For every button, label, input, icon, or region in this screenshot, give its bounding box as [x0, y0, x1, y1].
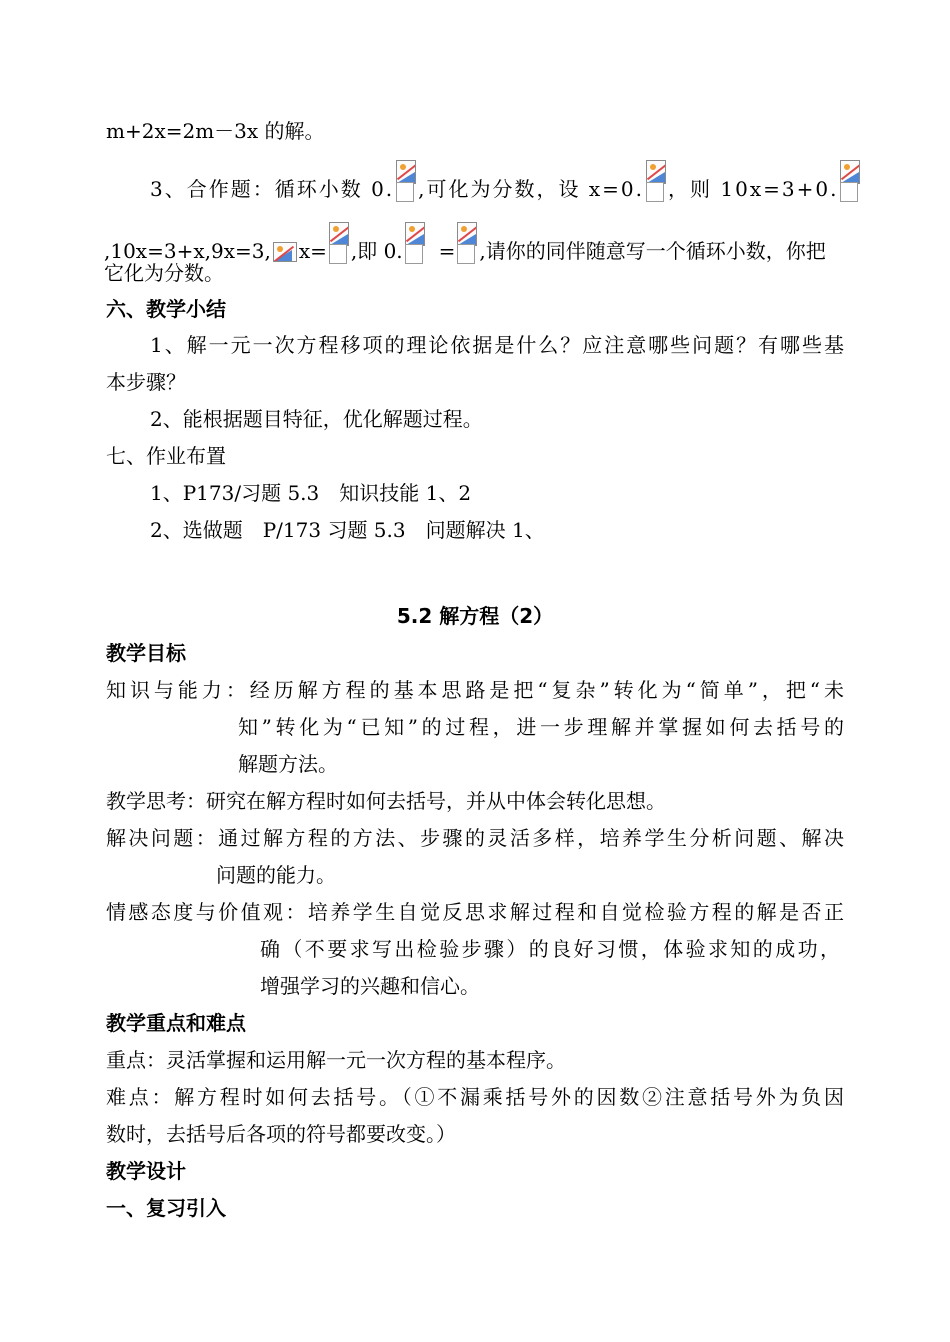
summary-item-1-cont: 本步骤？	[106, 370, 186, 394]
lesson-title: 5.2 解方程（2）	[396, 604, 554, 628]
goal-attitude-line-3: 增强学习的兴趣和信心。	[260, 974, 480, 998]
broken-image-icon	[457, 222, 477, 266]
cooperation-line-1: 3、合作题：循环小数 0. ,可化为分数，设 x=0. ，则 10x=3+0.	[150, 160, 862, 204]
equation-line: m+2x=2m－3x 的解。	[106, 119, 325, 143]
review-intro-heading: 一、复习引入	[106, 1196, 226, 1220]
goal-problem-line-1: 解决问题：通过解方程的方法、步骤的灵活多样，培养学生分析问题、解决	[106, 826, 844, 850]
summary-item-2: 2、能根据题目特征，优化解题过程。	[150, 407, 483, 431]
summary-item-1: 1、解一元一次方程移项的理论依据是什么？应注意哪些问题？有哪些基	[150, 333, 844, 357]
broken-image-icon	[396, 160, 416, 204]
broken-image-icon	[646, 160, 666, 204]
goal-knowledge-line-2: 知”转化为“已知”的过程，进一步理解并掌握如何去括号的	[238, 715, 844, 739]
section-heading-homework: 七、作业布置	[106, 444, 226, 468]
cooperation-line-3: 它化为分数。	[104, 261, 224, 285]
difficult-point-line-2: 数时，去括号后各项的符号都要改变。）	[106, 1122, 456, 1146]
difficult-point-line-1: 难点：解方程时如何去括号。（①不漏乘括号外的因数②注意括号外为负因	[106, 1085, 844, 1109]
goal-knowledge-line-3: 解题方法。	[238, 752, 338, 776]
teaching-goals-heading: 教学目标	[106, 641, 186, 665]
key-point: 重点：灵活掌握和运用解一元一次方程的基本程序。	[106, 1048, 566, 1072]
broken-image-icon	[273, 242, 297, 264]
key-points-heading: 教学重点和难点	[106, 1011, 246, 1035]
broken-image-icon	[405, 222, 425, 266]
homework-item-2: 2、选做题 P/173 习题 5.3 问题解决 1、	[150, 518, 545, 542]
goal-problem-line-2: 问题的能力。	[216, 863, 336, 887]
cooperation-line-2: ,10x=3+x,9x=3, x= ,即 0. = ,请你的同伴随意写一个循环小数，你把	[104, 222, 826, 266]
goal-attitude-line-1: 情感态度与价值观：培养学生自觉反思求解过程和自觉检验方程的解是否正	[106, 900, 844, 924]
goal-thinking: 教学思考：研究在解方程时如何去括号，并从中体会转化思想。	[106, 789, 666, 813]
teaching-design-heading: 教学设计	[106, 1159, 186, 1183]
broken-image-icon	[840, 160, 860, 204]
goal-knowledge-line-1: 知识与能力：经历解方程的基本思路是把“复杂”转化为“简单”，把“未	[106, 678, 844, 702]
goal-attitude-line-2: 确（不要求写出检验步骤）的良好习惯，体验求知的成功，	[260, 937, 840, 961]
broken-image-icon	[329, 222, 349, 266]
section-heading-summary: 六、教学小结	[106, 297, 226, 321]
homework-item-1: 1、P173/习题 5.3 知识技能 1、2	[150, 481, 472, 505]
